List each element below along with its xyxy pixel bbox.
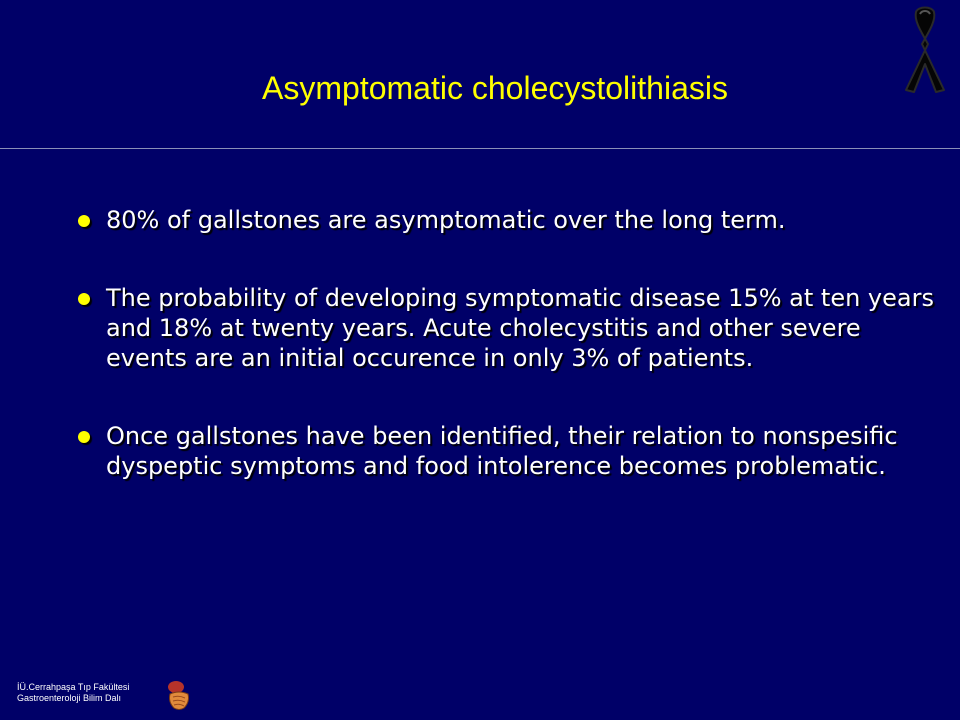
bullet-list xyxy=(78,205,948,481)
footer-line-2: Gastroenteroloji Bilim Dalı xyxy=(17,693,122,703)
slide-title: Asymptomatic cholecystolithiasis xyxy=(262,70,728,106)
footer-institution xyxy=(17,682,129,704)
bullet-dot-icon xyxy=(78,293,90,305)
bullet-dot-icon xyxy=(78,431,90,443)
footer-line-1: İÜ.Cerrahpaşa Tıp Fakültesi xyxy=(17,682,130,692)
bullet-text: Once gallstones have been identified, their relation to nonspesific dyspeptic symptoms and food intolerence becomes problematic. xyxy=(106,422,898,480)
bullet-dot-icon xyxy=(78,215,90,227)
bullet-text: The probability of developing symptomatic disease 15% at ten years and 18% at twenty years. Acute cholecystitis and other severe events are an initial occurence in only 3% of patients. xyxy=(106,284,934,372)
bullet-item xyxy=(78,421,948,481)
awareness-ribbon-icon xyxy=(896,2,954,94)
title-divider xyxy=(0,148,960,149)
bullet-item xyxy=(78,283,948,373)
bullet-text: 80% of gallstones are asymptomatic over the long term. xyxy=(106,206,786,234)
digestive-organs-logo-icon xyxy=(166,678,192,712)
bullet-item xyxy=(78,205,948,235)
